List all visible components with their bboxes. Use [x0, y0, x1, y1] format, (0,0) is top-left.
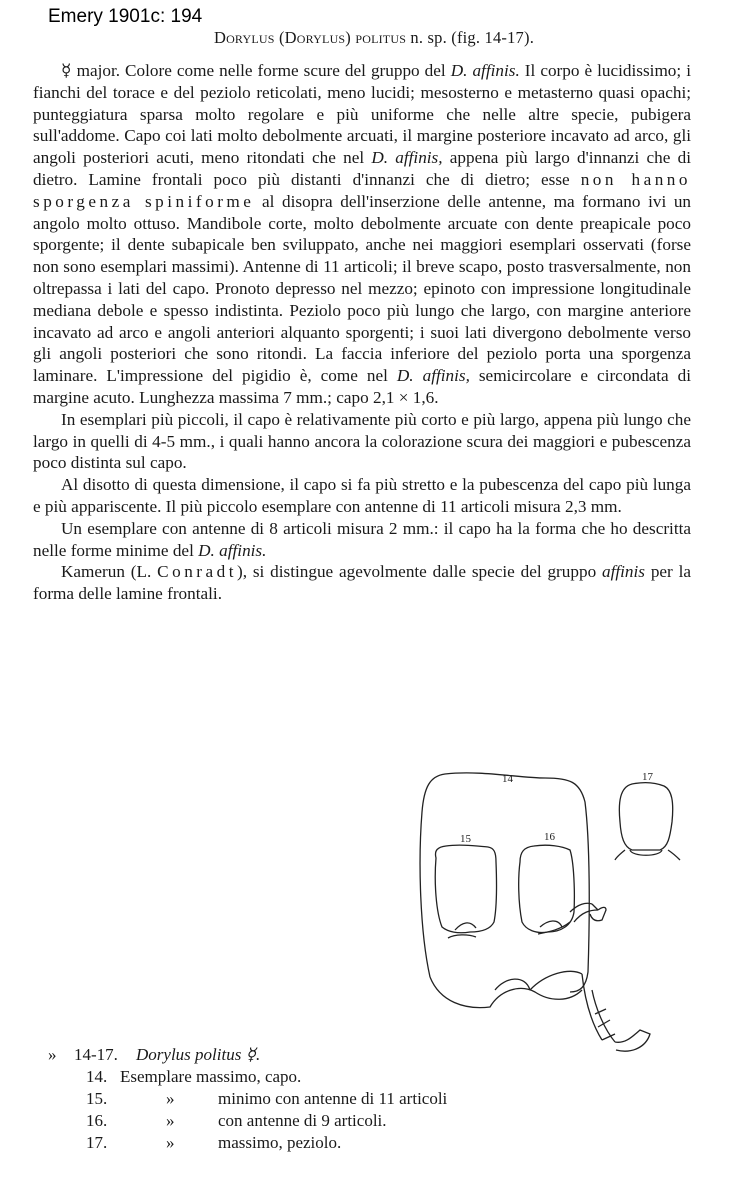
- fig14-antenna: [582, 974, 650, 1051]
- caption-ditto: »: [166, 1133, 175, 1152]
- taxon-name: D. affinis.: [198, 540, 267, 560]
- text-run: Kamerun (L.: [61, 562, 158, 582]
- species-title: [0, 28, 748, 48]
- fig16-head-outline: [519, 845, 575, 932]
- text-run: Un esemplare con antenne di 8 articoli misura 2 mm.: il capo ha la forma che ho descritta nelle forme minime del: [33, 518, 691, 560]
- caption-row-number: 14.: [86, 1067, 108, 1086]
- caption-ditto: »: [166, 1089, 175, 1108]
- text-run: Il corpo è lucidissimo; i fianchi del torace e del peziolo reticolati, meno lucidi; mesosterno e metasterno quasi opachi; punteggiatura sparsa molto regolare e più uniforme che nelle altre specie, pubigera sull'addome. Capo coi lati molto debolmente arcuati, il margine posteriore incavato ad arco, gli angoli posteriori acuti, meno ritondati che nel: [33, 61, 691, 168]
- caption-ditto: »: [166, 1111, 175, 1130]
- caption-row: [48, 1110, 648, 1132]
- caption-row-text: minimo con antenne di 11 articoli: [218, 1089, 448, 1108]
- caption-row-number: 15.: [86, 1089, 108, 1108]
- fig-label-17: 17: [642, 771, 653, 783]
- text-run: al disopra dell'inserzione delle antenne, ma formano ivi un angolo molto ottuso. Mandibole corte, molto debolmente arcuate con dente preapicale poco sporgente; il dente subapicale ben sviluppato, anche nei maggiori esemplari osservati (forse non sono esemplari massimi). Antenne di 11 articoli; il breve scapo, posto trasversalmente, non oltrepassa i lati del capo. Pronoto depresso nel mezzo; epinoto con impressione longitudinale mediana debole e spesso indistinta. Peziolo poco più lungo che largo, con margine anteriore incavato ad arco e angoli anteriori alquanto sporgenti; i suoi lati divergono debolmente verso gli angoli posteriori che sono ritondi. La faccia inferiore del peziolo porta una sporgenza laminare. L'impressione del pigidio è, come nel: [33, 191, 692, 386]
- fig15-head-outline: [435, 845, 496, 933]
- caption-row-text: Esemplare massimo, capo.: [120, 1067, 302, 1086]
- title-genus: Dorylus: [213, 28, 275, 47]
- caption-row-text: con antenne di 9 articoli.: [218, 1111, 387, 1130]
- caption-row-number: 16.: [86, 1111, 108, 1130]
- paragraph-description: [33, 60, 691, 409]
- text-run: semicircolare e circondata di margine acuto. Lunghezza massima 7 mm.; capo 2,1 × 1,6.: [33, 366, 691, 407]
- paragraph-8-articles: [33, 518, 691, 562]
- title-species: politus: [355, 28, 407, 47]
- taxon-name: D. affinis,: [371, 148, 443, 168]
- taxon-name: affinis: [602, 562, 645, 582]
- paragraph-small-specimens: In esemplari più piccoli, il capo è relativamente più corto e più largo, appena più lungo che largo in quelli di 4-5 mm., i quali hanno ancora la colorazione scura dei maggiori e pubescenza poco distinta sul capo.: [33, 409, 691, 473]
- fig16-antenna: [570, 903, 606, 922]
- paragraph-locality: [33, 561, 691, 605]
- taxon-name: D. affinis.: [450, 61, 520, 80]
- text-run: ), si distingue agevolmente dalle specie del gruppo: [237, 562, 602, 582]
- description-body: [33, 60, 691, 605]
- caption-row: [48, 1088, 648, 1110]
- title-suffix: n. sp. (fig. 14-17).: [410, 28, 535, 47]
- collector-name: Conradt: [157, 562, 238, 582]
- caption-range: 14-17.: [74, 1045, 118, 1064]
- fig14-head-outline: [420, 773, 589, 992]
- text-run: per la forma delle lamine frontali.: [33, 562, 691, 604]
- emphasis-spaced: non hanno sporgenza spiniforme: [33, 169, 691, 211]
- paragraph-smallest: Al disotto di questa dimensione, il capo si fa più stretto e la pubescenza del capo più lunga e più appariscente. Il più piccolo esemplare con antenne di 11 articoli misura 2,3 mm.: [33, 475, 691, 516]
- caption-heading: [48, 1044, 648, 1066]
- figure-illustration: [410, 762, 710, 1052]
- caption-species-name: Dorylus politus ☿.: [136, 1045, 261, 1064]
- text-run: appena più largo d'innanzi che di dietro. Lamine frontali poco più distanti d'innanzi che di dietro; esse: [33, 148, 691, 189]
- figure-caption: [48, 1044, 648, 1154]
- caption-row: [48, 1066, 648, 1088]
- title-subgenus: (Dorylus): [278, 28, 352, 47]
- fig-label-15: 15: [460, 833, 471, 845]
- fig17-petiole: [619, 783, 672, 850]
- text-run: ☿ major. Colore come nelle forme scure del gruppo del: [61, 61, 451, 80]
- fig-label-14: 14: [502, 773, 513, 785]
- caption-row-number: 17.: [86, 1133, 108, 1152]
- fig-label-16: 16: [544, 831, 555, 843]
- taxon-name: D. affinis,: [396, 366, 470, 386]
- caption-row-text: massimo, peziolo.: [218, 1133, 342, 1152]
- source-citation: Emery 1901c: 194: [48, 6, 203, 27]
- caption-marker: »: [48, 1045, 57, 1064]
- caption-row: [48, 1132, 648, 1154]
